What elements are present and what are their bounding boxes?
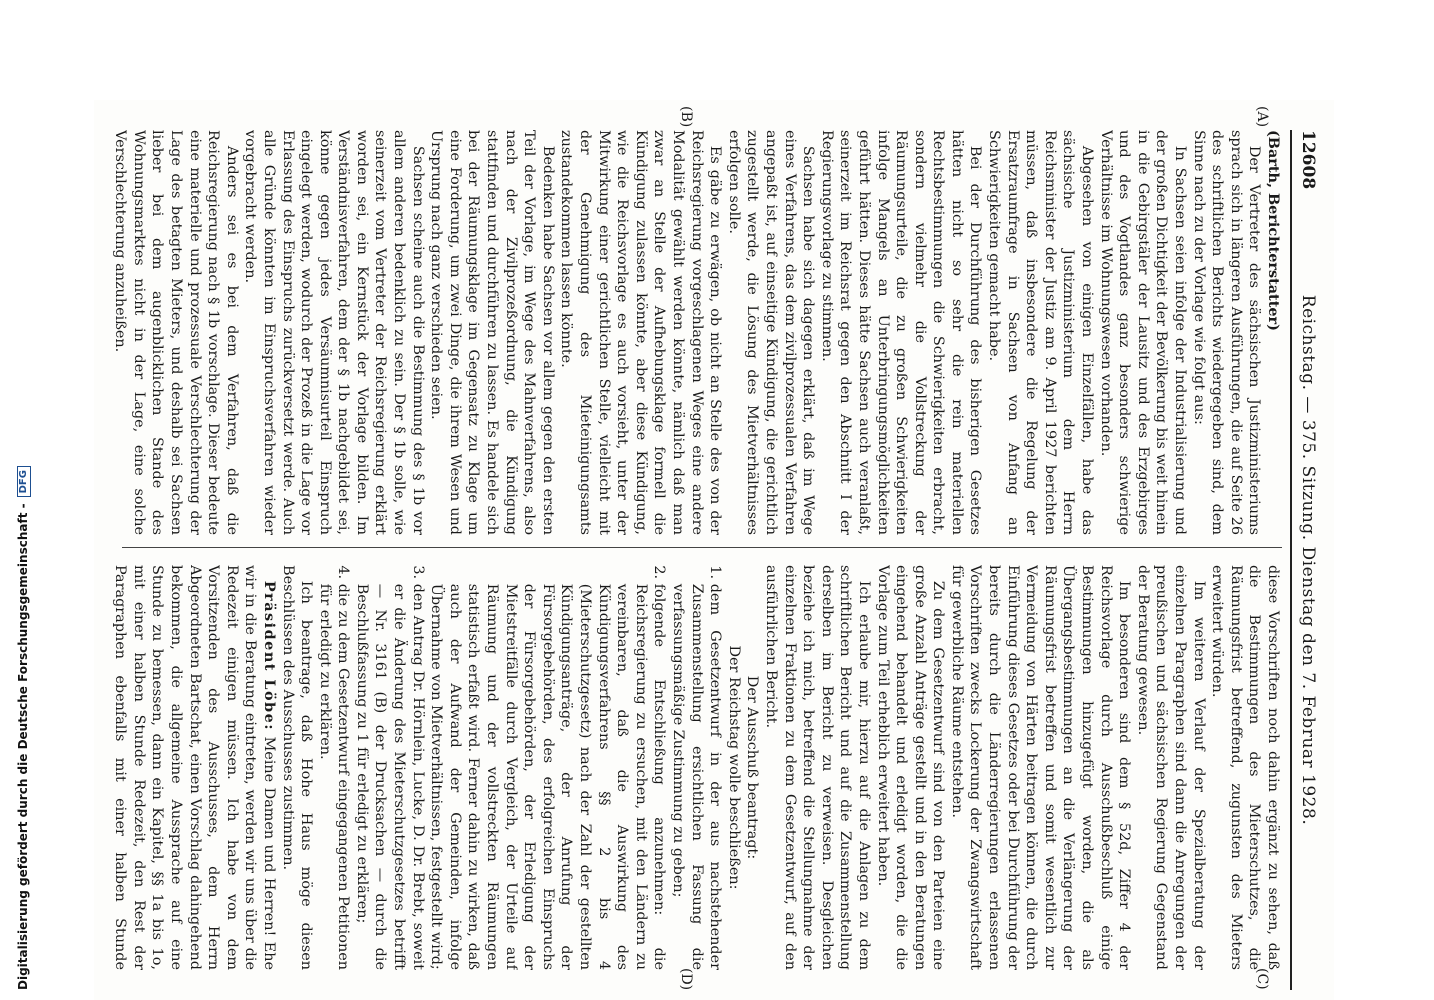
margin-mark-d: (D)	[678, 968, 694, 991]
closing-sentence: Ich beantrage, daß Hohe Haus möge diesen Beschlüssen des Ausschusses zustimmen.	[279, 565, 315, 970]
column-divider	[122, 547, 1282, 548]
paragraph: Ich erlaube mir, hierzu auf die Anlagen zu dem schriftlichen Bericht und auf die Zusammenstellung derselben im Bericht zu verweisen. Desgleichen beziehe ich mich, betreffend die Stellungnahme der einzelnen Fraktionen zu dem Gesetzentwurf, auf den ausführlichen Bericht.	[762, 565, 872, 970]
left-column	[112, 130, 1282, 535]
dfg-logo: DFG	[17, 466, 31, 497]
paragraph: Der Vertreter des sächsischen Justizministeriums sprach sich in längeren Ausführungen, die auf Seite 26 des schriftlichen Berichts wiedergegeben sind, dem Sinne nach zu der Vorlage wie folgt aus:	[1190, 130, 1263, 535]
margin-mark-b: (B)	[678, 106, 694, 128]
header-rule	[1290, 130, 1292, 990]
running-title: Reichstag. — 375. Sitzung. Dienstag den 7. Februar 1928.	[1298, 294, 1318, 826]
paragraph: Zu dem Gesetzentwurf sind von den Parteien eine große Anzahl Anträge gestellt und in den Beratungen eingehend behandelt und erledigt worden, die die Vorlage zum Teil erheblich erweitert haben.	[874, 565, 947, 970]
margin-mark-c: (C)	[1254, 968, 1270, 990]
page-number: 12608	[1298, 130, 1318, 190]
paragraph: Bedenken habe Sachsen vor allem gegen den ersten Teil der Vorlage, im Wege des Mahnverfahrens, also nach der Zivilprozeßordnung, die Kündigung stattfinden und durchführen zu lassen. Es handele sich bei der Räumungsklage im Gegensatz zu Klage um eine Forderung, um zwei Dinge, die ihrem Wesen und Ursprung nach ganz verschieden seien.	[428, 130, 556, 535]
committee-heading: Der Ausschuß beantragt:	[744, 675, 761, 860]
paragraph: Sachsen habe sich dagegen erklärt, daß im Wege eines Verfahrens, das dem zivilprozessualen Verfahren angepaßt ist, auf einseitige Kündigung, die gerichtlich zugestellt werde, die Lösung des Mietverhältnisses erfolgen solle.	[725, 130, 817, 535]
motion-item: 1. dem Gesetzentwurf in der aus nachstehender Zusammenstellung ersichtlichen Fassung die verfassungsmäßige Zustimmung zu geben;	[668, 584, 724, 970]
paragraph: Im weiteren Verlauf der Spezialberatung der einzelnen Paragraphen sind dann die Anregungen der preußischen und sächsischen Regierung Gegenstand der Beratung gewesen.	[1134, 565, 1207, 970]
paragraph: Es gäbe zu erwägen, ob nicht an Stelle des von der Reichsregierung vorgeschlagenen Weges eine andere Modalität gewählt werden könnte, nämlich daß man zwar an Stelle der Aufhebungsklage formell die Kündigung zulassen könnte, aber diese Kündigung, wie die Reichsvorlage es auch vorsieht, unter der Mitwirkung einer gerichtlichen Stelle, vielleicht mit der Genehmigung des Mieteinigungsamts zustandekommen lassen könnte.	[558, 130, 724, 535]
paragraph: diese Vorschriften noch dahin ergänzt zu sehen, daß die Bestimmungen des Mieterschutzes, die Räumungsfrist betreffend, zugunsten des Mieters erweitert würden.	[1209, 565, 1281, 970]
scanned-page	[94, 100, 1334, 1000]
paragraph: Bei der Durchführung des bisherigen Gesetzes hätten nicht so sehr die rein materiellen Rechtsbestimmungen die Schwierigkeiten erbracht, sondern vielmehr die Vollstreckung der Räumungsurteile, die zu großen Schwierigkeiten infolge Mangels an Unterbringungsmöglichkeiten geführt hätten. Dieses hätte Sachsen auch veranlaßt, seinerzeit im Reichsrat gegen den Abschnitt I der Regierungsvorlage zu stimmen.	[818, 130, 984, 535]
paragraph: Abgesehen von einigen Einzelfällen, habe das sächsische Justizministerium dem Herrn Reichsminister der Justiz am 9. April 1927 berichten müssen, daß insbesondere die Regelung der Ersatzraumfrage in Sachsen von Anfang an Schwierigkeiten gemacht habe.	[986, 130, 1096, 535]
motion-list	[315, 565, 724, 970]
page-header	[1292, 130, 1326, 990]
margin-mark-a: (A)	[1254, 106, 1270, 128]
motion-item: 3. den Antrag Dr. Hörnlein, Lucke, D. Dr. Brebt, soweit er die Änderung des Mieterschutzgesetzes betrifft — Nr. 3161 (B) der Drucksachen — durch die Beschlußfassung zu 1 für erledigt zu erklären;	[352, 584, 426, 970]
president-speech	[112, 565, 278, 970]
motion-item: 2. folgende Entschließung anzunehmen: die Reichsregierung zu ersuchen, mit den Ländern zu vereinbaren, daß die Auswirkung des Kündigungsverfahrens §§ 2 bis 4 (Mieterschutzgesetz) nach der Zahl der gestellten Kündigungsanträge, der Anrufung der Fürsorgebehörden, des erfolgreichen Einspruchs der Fürsorgebehörden, der Erledigung der Mietstreitfälle durch Vergleich, der Urteile auf Räumung und der vollstreckten Räumungen statistisch erfaßt wird. Ferner dahin zu wirken, daß auch der Aufwand der Gemeinden, infolge Übernahme von Mietverhältnissen, festgestellt wird;	[427, 584, 669, 970]
right-column	[112, 565, 1282, 970]
paragraph: Im besonderen sind dem § 52d, Ziffer 4 der Reichsvorlage durch Ausschußbeschluß einige Bestimmungen hinzugefügt worden, die als Übergangsbestimmungen an die Verlängerung der Räumungsfrist betreffen und somit wesentlich zur Vermeidung von Härten beitragen können, die durch Einführung dieses Gesetzes oder bei Durchführung der bereits durch die Länderregierungen erlassenen Vorschriften zwecks Lockerung der Zwangswirtschaft für gewerbliche Räume entstehen.	[948, 565, 1133, 970]
president-text: Meine Damen und Herren! Ehe wir in die Beratung eintreten, werden wir uns über die Redezeit einigen müssen. Ich habe von dem Vorsitzenden des Ausschusses, dem Herrn Abgeordneten Bartschat, einen Vorschlag dahingehend bekommen, die allgemeine Aussprache auf eine Stunde zu bemessen, dann ein Kapitel, §§ 1a bis 1o, mit einer halben Stunde Redezeit, den Rest der Paragraphen ebenfalls mit einer halben Stunde	[112, 565, 277, 970]
paragraph: Anders sei es bei dem Verfahren, daß die Reichsregierung nach § 1b vorschlage. Dieser bedeute eine materielle und prozessuale Verschlechterung der Lage des betagten Mieters, und deshalb sei Sachsen lieber bei dem augenblicklichen Stande des Wohnungsmarktes nicht in der Lage, eine solche Verschlechterung anzuheißen.	[112, 130, 240, 535]
paragraph: Sachsen scheine auch die Bestimmung des § 1b vor allem anderen bedenklich zu sein. Der § 1b solle, wie seinerzeit vom Vertreter der Reichsregierung erklärt worden sei, ein Kernstück der Vorlage bilden. Im Verständnisverfahren, dem der § 1b nachgebildet sei, könne gegen jedes Versäumnisurteil Einspruch eingelegt werden, wodurch der Prozeß in die Lage vor Erlassung des Einspruchs zurückversetzt werde. Auch alle Gründe könnten im Einspruchsverfahren wieder vorgebracht werden.	[242, 130, 426, 535]
paragraph: In Sachsen seien infolge der Industrialisierung und der großen Dichtigkeit der Bevölkerung bis weit hinein in die Gebirgstäler der Lausitz und des Erzgebirges und des Vogtlandes ganz besonders schwierige Verhältnisse im Wohnungswesen vorhanden.	[1097, 130, 1189, 535]
president-label: Präsident Löbe:	[260, 580, 278, 732]
speaker-label: (Barth, Berichterstatter)	[1265, 130, 1282, 331]
dfg-credit-text: Digitalisierung gefördert durch die Deutsche Forschungsgemeinschaft -	[16, 503, 30, 990]
committee-subheading: Der Reichstag wolle beschließen:	[725, 645, 742, 890]
motion-item: 4. die zu dem Gesetzentwurf eingegangenen Petitionen für erledigt zu erklären.	[315, 584, 352, 970]
dfg-credit	[16, 466, 31, 990]
footer-strip	[0, 0, 30, 1000]
